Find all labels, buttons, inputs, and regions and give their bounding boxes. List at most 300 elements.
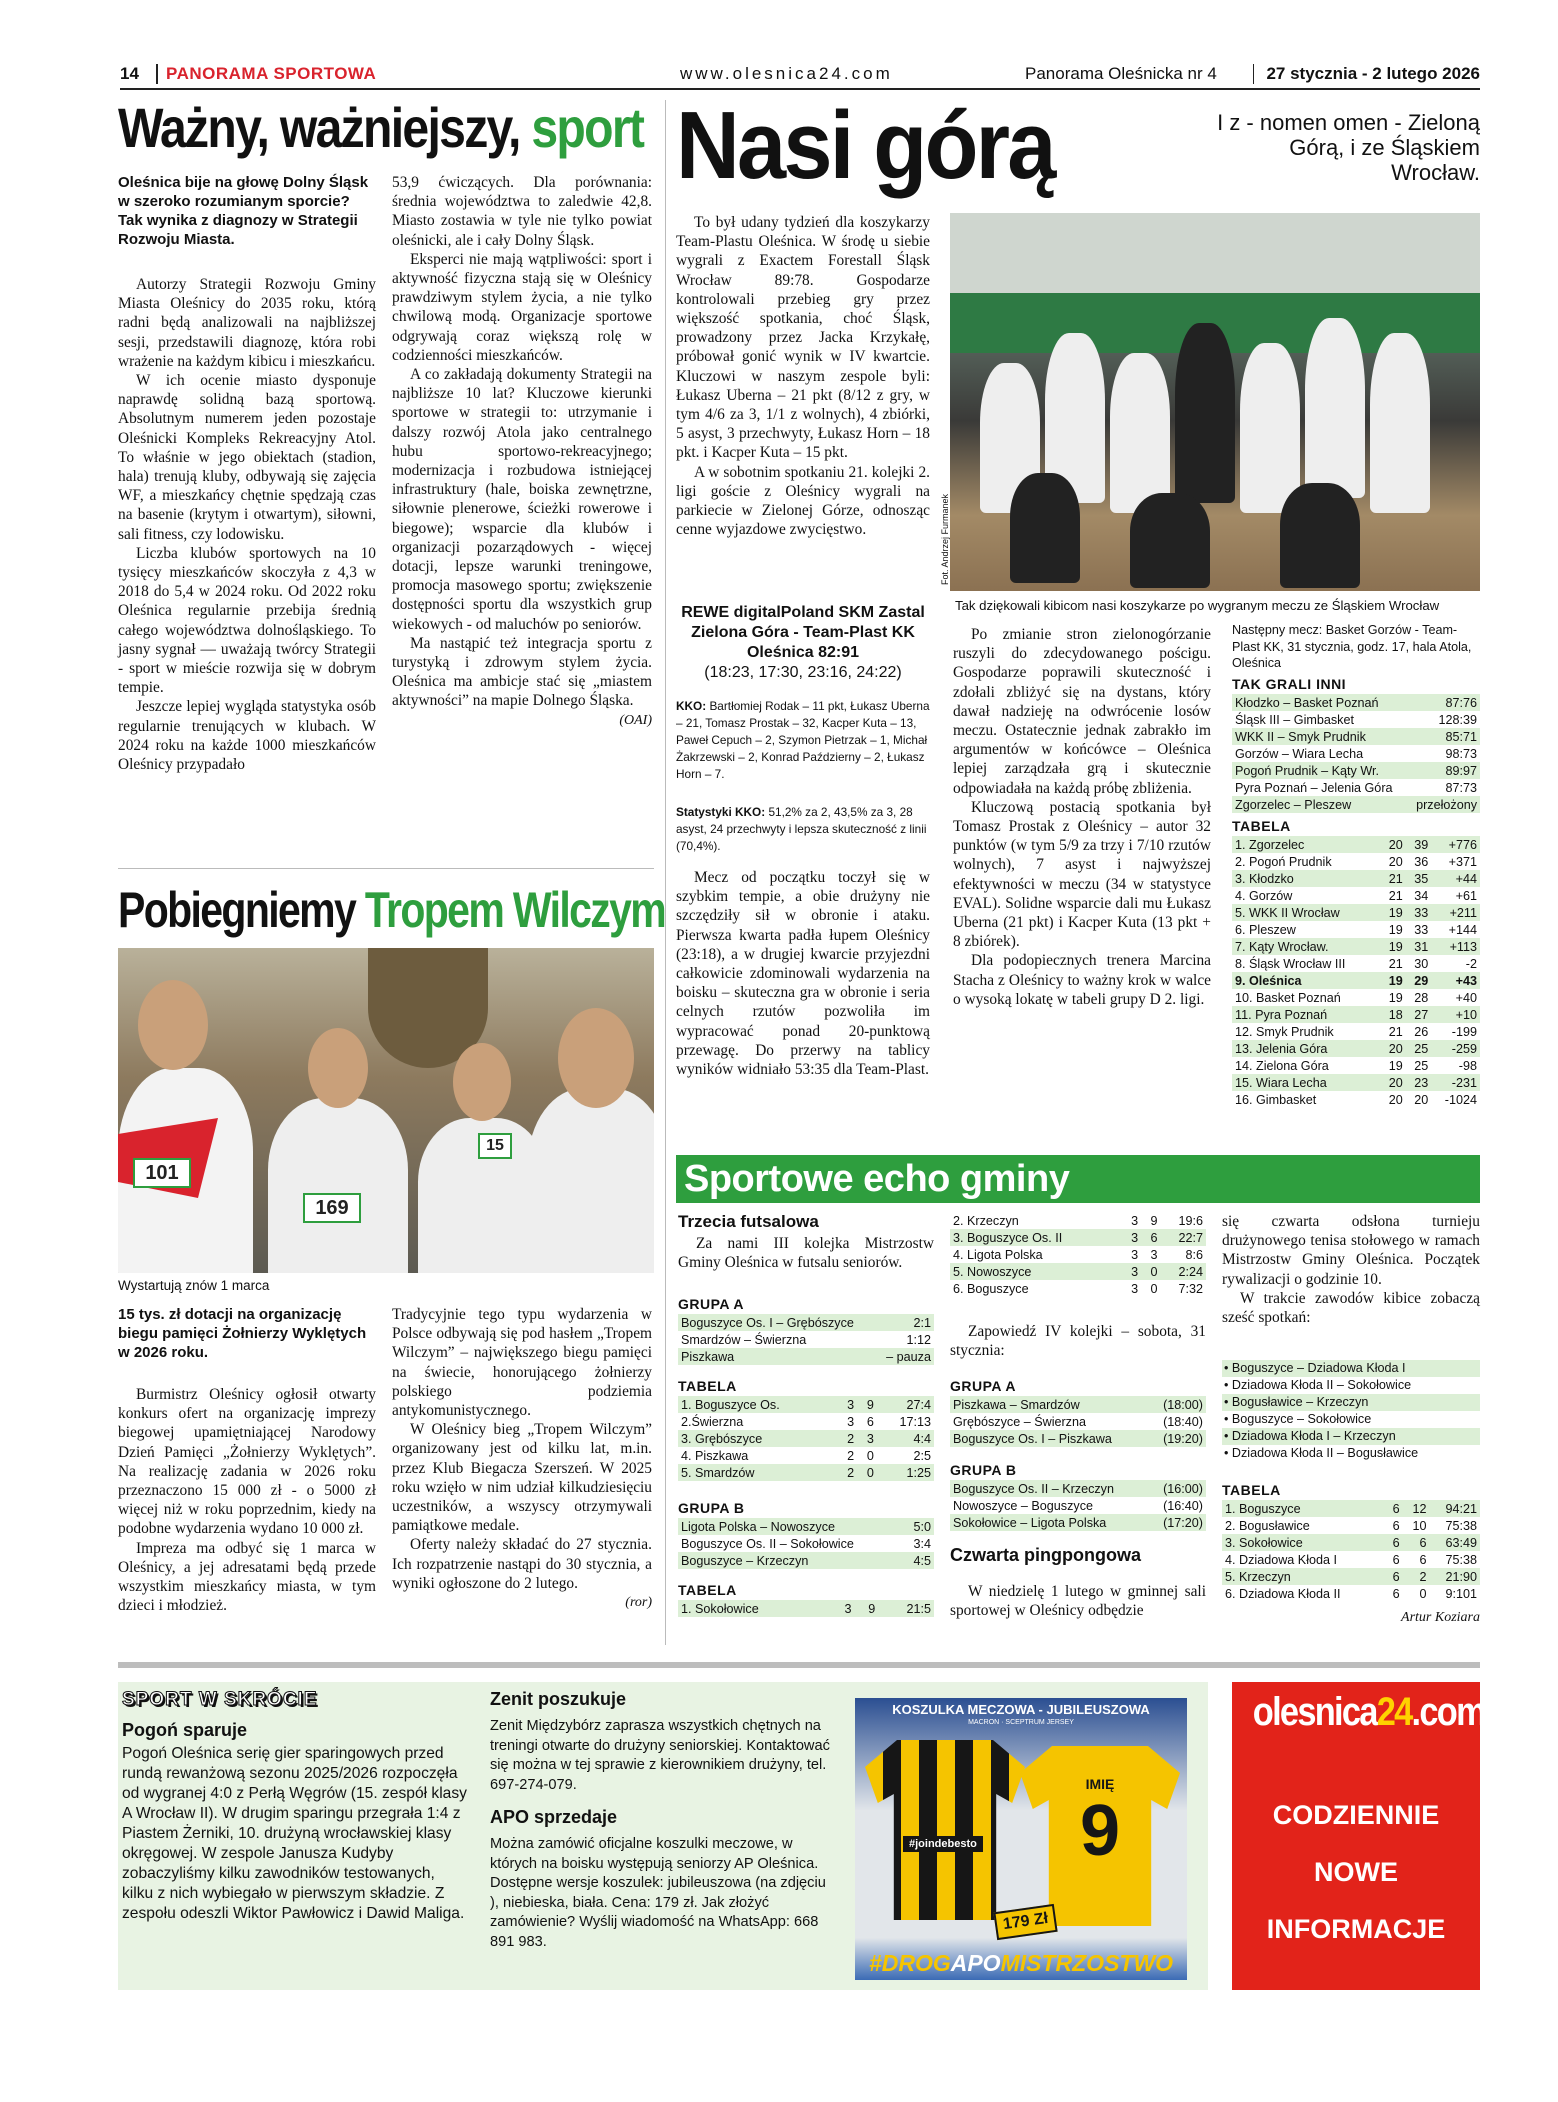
article-sport-title [118, 96, 644, 159]
table-cell: 4. Dziadowa Kłoda I [1225, 1552, 1338, 1567]
table-row [678, 1464, 934, 1481]
table-cell: +43 [1431, 972, 1480, 989]
table-cell: +44 [1431, 870, 1480, 887]
next-group-b [950, 1480, 1206, 1531]
table-cell: Boguszyce Os. II – Krzeczyn [950, 1480, 1151, 1497]
paragraph: Burmistrz Oleśnicy ogłosił otwarty konkurs ofert na organizację imprezy biegowej upamiętniającej Narodowy Dzień Pamięci „Żołnierzy Wyklętych”. Na realizację zadania w 2026 roku przeznaczono 15 000 zł - o 5000 zł więcej niż w roku poprzednim, kiedy na podobne wydarzenia wydano 10 000 zł. [118, 1386, 376, 1538]
table-cell: 2:1 [877, 1314, 934, 1331]
table-row [1232, 762, 1480, 779]
table-cell: 21 [1380, 870, 1406, 887]
table-cell: 23 [1406, 1074, 1432, 1091]
slogan-part: #DROG [868, 1950, 951, 1976]
table-cell: 6. Dziadowa Kłoda II [1225, 1586, 1341, 1601]
table-cell: 39 [1406, 836, 1432, 853]
paragraph: Mecz od początku toczył się w szybkim tempie, a obie drużyny nie szczędziły sił w obronie i ataku. Pierwsza kwarta padła łupem Oleśnicy (23:18), a w drugiej kwarcie przyjezdni całkowicie zdominowali wydarzenia na boisku – skuteczna gra w obronie i seria celnych rzutów pozwoliła im wypracować ponad 20-punktową przewagę. Do przerwy na tablicy wyników widniało 53:35 dla Team-Plast. [676, 869, 930, 1079]
table-cell: 33 [1414, 922, 1429, 937]
logo-part: .com [1411, 1690, 1485, 1734]
table-cell: Nowoszyce – Boguszyce [953, 1498, 1093, 1513]
pingpong-matches [1222, 1360, 1480, 1462]
paragraph: W trakcie zawodów kibice zobaczą sześć spotkań: [1222, 1289, 1480, 1327]
table-cell: 4. Ligota Polska [953, 1247, 1043, 1262]
table-cell: Piszkawa – Smardzów [950, 1396, 1150, 1413]
paragraph: A co zakładają dokumenty Strategii na najbliższe 10 lat? Kluczowe kierunki sportowe w strategii to: utrzymanie i dalszy rozwój Atola jako centralnego hubu sportowo-rekreacyjnego; modernizacja i rozbudowa istniejącej infrastruktury (hale, boiska zewnętrzne, siłownie plenerowe, ścieżki rowerowe i biegowe); wsparcie dla klubów i organizacji pozarządowych - więcej dotacji, lepsze warunki treningowe, promocja masowego sportu; zwiększenie dostępności sportu dla wszystkich grup wiekowych - od maluchów po seniorów. [392, 366, 652, 633]
table-cell: 3 [1150, 1247, 1158, 1262]
short-title-3: APO sprzedaje [490, 1807, 618, 1827]
table-cell: 27:4 [877, 1396, 934, 1413]
table-cell: 6 [1419, 1552, 1427, 1567]
paragraph: W niedzielę 1 lutego w gminnej sali sportowej w Oleśnicy odbędzie [950, 1583, 1206, 1620]
table-cell: 87:76 [1408, 694, 1480, 711]
table-cell: 3 [837, 1396, 857, 1413]
table-cell: 1. Zgorzelec [1232, 836, 1380, 853]
table-cell: 94:21 [1430, 1500, 1480, 1517]
next-group-b-title: GRUPA B [950, 1462, 1017, 1478]
table-cell: 2 [847, 1448, 855, 1463]
shirt-number: 9 [1079, 1791, 1121, 1871]
paragraph: Tradycyjnie tego typu wydarzenia w Polsce odbywają się pod hasłem „Tropem Wilczym” – największego biegu pamięci na świecie, honorującego żołnierzy polskiego podziemia antykomunistycznego. [392, 1306, 652, 1420]
table-row [950, 1413, 1206, 1430]
table-cell: -199 [1451, 1024, 1477, 1039]
table-cell: 0 [866, 1448, 874, 1463]
table-row [678, 1447, 934, 1464]
table-row [678, 1518, 934, 1535]
table-cell: 4. Piszkawa [681, 1448, 749, 1463]
table-cell: (16:40) [1163, 1498, 1203, 1513]
table-cell: (17:20) [1151, 1514, 1206, 1531]
list-item: • Boguszyce – Sokołowice [1224, 1412, 1372, 1426]
table-row [1222, 1568, 1480, 1585]
table-a [678, 1396, 934, 1481]
short-title-1: Pogoń sparuje [122, 1720, 248, 1740]
table-row [1232, 1006, 1480, 1023]
table-cell: 5. Krzeczyn [1222, 1568, 1385, 1585]
slogan-part: MISTRZOSTWO [1000, 1950, 1174, 1976]
table-cell: 6. Pleszew [1235, 922, 1296, 937]
table-cell: -1024 [1444, 1092, 1477, 1107]
table-cell: 33 [1406, 904, 1432, 921]
table-cell: Gorzów – Wiara Lecha [1235, 746, 1364, 761]
table-row [950, 1246, 1206, 1263]
short-text-1: Pogoń Oleśnica serię gier sparingowych przed rundą rewanżową sezonu 2025/2026 rozpoczęła od wygranej 4:0 z Perłą Węgrów (15. zespół klasy A Wrocław II). W drugim sparingu przegrała 1:4 z Piastem Żerniki, 10. drużyną wrocławskiej klasy okręgowej. W zespole Janusza Kudyby zobaczyliśmy kilku zawodników testowanych, kilku z nich wybiegało w pierwszym składzie. Z zespołu odeszli Wiktor Pawłowicz i Dawid Maliga. [122, 1745, 467, 1922]
list-item: • Dziadowa Kłoda II – Sokołowice [1224, 1378, 1412, 1392]
article-sport-col2 [392, 173, 652, 730]
table-cell: Pyra Poznań – Jelenia Góra [1235, 780, 1393, 795]
table-cell: 5:0 [904, 1518, 934, 1535]
paragraph: Liczba klubów sportowych na 10 tysięcy mieszkańców skoczyła z 4,3 w 2018 do 5,4 w 2024 roku. Od 2022 roku Oleśnica regularnie przebija średnią całego województwa dolnośląskiego. To jasny sygnał — uważają twórcy Strategii - sport w mieście rozwija się w dobrym tempie. [118, 544, 376, 697]
table-row [678, 1535, 934, 1552]
photo-caption: Tak dziękowali kibicom nasi koszykarze po wygranym meczu ze Śląskiem Wrocław [955, 598, 1440, 613]
table-cell: 3 [1122, 1229, 1141, 1246]
table-b-title: TABELA [678, 1582, 737, 1598]
table-cell: 28 [1414, 990, 1429, 1005]
paragraph: Zapowiedź IV kolejki – sobota, 31 stycznia: [950, 1323, 1206, 1360]
next-round-text [950, 1322, 1206, 1360]
table-row [1232, 728, 1480, 745]
table-cell: 8:6 [1185, 1247, 1203, 1262]
table-cell: 3. Boguszyce Os. II [950, 1229, 1122, 1246]
table-cell: +10 [1431, 1006, 1480, 1023]
table-cell: 19 [1388, 922, 1403, 937]
table-cell: 4:5 [904, 1552, 934, 1569]
table-row [950, 1396, 1206, 1413]
table-cell: 3 [1131, 1247, 1139, 1262]
table-cell: Kłodzko – Basket Poznań [1232, 694, 1408, 711]
table-cell: 17:13 [899, 1414, 931, 1429]
table-row [1222, 1585, 1480, 1602]
table-cell: – pauza [877, 1348, 934, 1365]
table-row [1232, 1023, 1480, 1040]
table-row [678, 1331, 934, 1348]
table-cell: 98:73 [1445, 746, 1477, 761]
article-run-title [118, 882, 666, 938]
table-cell: 19:6 [1178, 1213, 1203, 1228]
table-row [950, 1280, 1206, 1297]
shirt-front-icon [865, 1740, 1025, 1920]
signature: (OAI) [619, 712, 652, 728]
shirt-ad-sub: MACRON · SCEPTRUM JERSEY [968, 1719, 1074, 1726]
table-cell: +776 [1431, 836, 1480, 853]
table-cell: -2 [1465, 956, 1477, 971]
table-cell: 8. Śląsk Wrocław III [1235, 956, 1346, 971]
table-row [950, 1212, 1206, 1229]
paragraph: W ich ocenie miasto dysponuje naprawdę solidną bazą sportową. Absolutnym numerem jeden pozostaje Oleśnicki Kompleks Rekreacyjny Atol. To właśnie w jego obiektach (stadion, hala) trenują kluby, odbywają się zajęcia WF, a mieszkańcy chętnie spędzają czas na basenie (krytym i otwartym), siłowni, sali fitness, czy lodowisku. [118, 372, 376, 543]
group-b-results [678, 1518, 934, 1569]
table-cell: 2.Świerzna [681, 1414, 744, 1429]
table-cell: +61 [1455, 888, 1477, 903]
short-text-2: Zenit Międzybórz zaprasza wszystkich chętnych na treningi otwarte do drużyny seniorskiej. Kontaktować się można w tej sprawie z kierownikiem drużyny, tel. 697-274-079. [490, 1718, 830, 1793]
table-cell: +113 [1431, 938, 1480, 955]
table-cell: 0 [1150, 1281, 1158, 1296]
table-cell: 6 [1392, 1518, 1400, 1533]
photo-credit: Fot. Andrzej Furmanek [940, 493, 950, 585]
list-item: • Dziadowa Kłoda I – Krzeczyn [1222, 1428, 1480, 1445]
table-cell: 3 [1122, 1263, 1141, 1280]
bib-number: 169 [303, 1193, 361, 1223]
table-cell: 6 [1141, 1229, 1160, 1246]
paragraph: A w sobotnim spotkaniu 21. kolejki 2. ligi goście z Oleśnicy wygrali na parkiecie w Zielonej Górze, odnosząc cenne wyjazdowe zwycięstwo. [676, 463, 930, 539]
table-cell: 25 [1414, 1058, 1429, 1073]
table-cell: 35 [1406, 870, 1432, 887]
table-cell: 4:4 [877, 1430, 934, 1447]
site-url[interactable]: www.olesnica24.com [680, 64, 893, 83]
issue-number: Panorama Oleśnicka nr 4 [1025, 64, 1217, 83]
table-cell: 18 [1380, 1006, 1406, 1023]
table-cell: 3 [857, 1430, 877, 1447]
basketball-photo [950, 213, 1480, 591]
pingpong-table-title: TABELA [1222, 1482, 1281, 1498]
table-cell: 3. Grębószyce [678, 1430, 837, 1447]
table-cell: 3 [831, 1600, 855, 1617]
table-cell: (16:00) [1151, 1480, 1206, 1497]
next-match: Następny mecz: Basket Gorzów - Team-Plast KK, 31 stycznia, godz. 17, hala Atola, Oleśnica [1232, 623, 1472, 670]
table-row [1232, 938, 1480, 955]
futsal-intro [678, 1234, 934, 1272]
table-cell: 5. WKK II Wrocław [1232, 904, 1380, 921]
article-sport-col1 [118, 275, 376, 774]
kko-stats [676, 804, 930, 855]
paragraph: Ma nastąpić też integracja sportu z turystyką i zdrowym stylem życia. Oleśnica ma ambicje stać się „miastem aktywności” na mapie Dolnego Śląska. [392, 634, 652, 710]
table-cell: 5. Nowoszyce [950, 1263, 1122, 1280]
table-cell: 29 [1406, 972, 1432, 989]
paragraph: Jeszcze lepiej wygląda statystyka osób regularnie trenujących w klubach. W 2024 roku na każde 1000 mieszkańców Oleśnicy przypadało [118, 698, 376, 774]
shirt-ad-title: KOSZULKA MECZOWA - JUBILEUSZOWA [892, 1702, 1150, 1717]
table-cell: Grębószyce – Świerzna [953, 1414, 1086, 1429]
table-cell: (18:00) [1150, 1396, 1206, 1413]
table-cell: Pogoń Prudnik – Kąty Wr. [1232, 762, 1408, 779]
table-cell: Zgorzelec – Pleszew [1232, 796, 1408, 813]
table-row [950, 1480, 1206, 1497]
article-run-lead: 15 tys. zł dotacji na organizację biegu pamięci Żołnierzy Wyklętych w 2026 roku. [118, 1306, 367, 1361]
table-cell: 87:73 [1445, 780, 1477, 795]
table-cell: 20 [1380, 1040, 1406, 1057]
table-cell: +144 [1448, 922, 1477, 937]
table-row [1232, 972, 1480, 989]
table-cell: 63:49 [1430, 1534, 1480, 1551]
table-cell: Śląsk III – Gimbasket [1235, 712, 1354, 727]
table-cell: 2:24 [1160, 1263, 1206, 1280]
table-cell: 1. Boguszyce Os. [678, 1396, 837, 1413]
article-run-col2 [392, 1305, 652, 1612]
paragraph: Oferty należy składać do 27 stycznia. Ich rozpatrzenie nastąpi do 30 stycznia, a wyniki ogłoszone do 2 lutego. [392, 1536, 652, 1592]
futsal-title: Trzecia futsalowa [678, 1212, 819, 1231]
table-cell: Boguszyce Os. I – Piszkawa [950, 1430, 1150, 1447]
olesnica24-ad[interactable] [1232, 1682, 1485, 1990]
table-cell: 20 [1380, 836, 1406, 853]
echo-section-title: Sportowe echo gminy [676, 1155, 1480, 1203]
table-cell: +211 [1431, 904, 1480, 921]
article-sport-lead: Oleśnica bije na głowę Dolny Śląsk w szeroko rozumianym sporcie? Tak wynika z diagnozy w Strategii Rozwoju Miasta. [118, 174, 369, 248]
list-item: • Boguszyce – Dziadowa Kłoda I [1222, 1360, 1480, 1377]
table-cell: Ligota Polska – Nowoszyce [678, 1518, 904, 1535]
table-cell: 9. Oleśnica [1232, 972, 1380, 989]
table-row [1232, 836, 1480, 853]
shirt-name: IMIĘ [1085, 1776, 1115, 1792]
header-rule [120, 88, 1480, 90]
table-cell: 15. Wiara Lecha [1232, 1074, 1380, 1091]
slogan-part: APO [950, 1950, 1001, 1976]
section-name: PANORAMA SPORTOWA [156, 64, 376, 84]
list-item: • Bogusławice – Krzeczyn [1222, 1394, 1480, 1411]
table-cell: 12. Smyk Prudnik [1235, 1024, 1334, 1039]
table-row [950, 1430, 1206, 1447]
paragraph: Dla podopiecznych trenera Marcina Stacha z Oleśnicy to ważny krok w walce o wysoką lokatę w tabeli grupy D 2. ligi. [953, 952, 1211, 1008]
table-cell: 9 [1150, 1213, 1158, 1228]
paragraph: Autorzy Strategii Rozwoju Gminy Miasta Oleśnicy do 2035 roku, którą radni będą analizowali na najbliższej sesji, przedstawili diagnozę, która robi wrażenie na każdym kibicu i mieszkańcu. [118, 276, 376, 370]
table-row [1232, 694, 1480, 711]
table-cell: -231 [1431, 1074, 1480, 1091]
table-cell: 0 [1419, 1586, 1427, 1601]
table-cell: 3 [1131, 1281, 1139, 1296]
table-cell: 27 [1406, 1006, 1432, 1023]
table-cell: 19 [1380, 972, 1406, 989]
table-cell: 85:71 [1408, 728, 1480, 745]
table-cell: -98 [1458, 1058, 1477, 1073]
page-header [120, 60, 1480, 90]
table-cell: Piszkawa [678, 1348, 877, 1365]
table-cell: 3 [1131, 1213, 1139, 1228]
label: Statystyki KKO: [676, 805, 766, 819]
table-cell: 13. Jelenia Góra [1232, 1040, 1380, 1057]
article-basket-col1 [676, 213, 930, 539]
table-cell: 2. Pogoń Prudnik [1235, 854, 1332, 869]
pingpong-text1 [950, 1582, 1206, 1620]
table-row [678, 1314, 934, 1331]
table-cell: 7:32 [1178, 1281, 1203, 1296]
divider [118, 868, 654, 869]
table-b-continued [950, 1212, 1206, 1297]
table-cell: (19:20) [1150, 1430, 1206, 1447]
table-row [1232, 1074, 1480, 1091]
article-basket-subtitle: I z - nomen omen - Zieloną Górą, i ze Śląskiem Wrocław. [1217, 110, 1480, 185]
table-cell: 25 [1406, 1040, 1432, 1057]
table-cell: 6 [1385, 1500, 1402, 1517]
table-cell: 2 [837, 1464, 857, 1481]
table-b [678, 1600, 934, 1617]
table-cell: 10 [1412, 1518, 1427, 1533]
table-row [1232, 779, 1480, 796]
table-cell: 1:12 [906, 1332, 931, 1347]
table-row [1222, 1517, 1480, 1534]
next-group-a-title: GRUPA A [950, 1378, 1016, 1394]
table-cell: 30 [1414, 956, 1429, 971]
table-row [1232, 904, 1480, 921]
table-row [678, 1413, 934, 1430]
table-cell: 31 [1406, 938, 1432, 955]
paragraph: 53,9 ćwiczących. Dla porównania: średnia województwa to zaledwie 42,8. Miasto zostawia w tyle nie tylko powiat oleśnicki, ale i cały Dolny Śląsk. [392, 174, 652, 249]
table-cell: 34 [1414, 888, 1429, 903]
title-part: Pobiegniemy [118, 882, 365, 938]
shirt-tag: #joindebesto [903, 1836, 983, 1852]
signature: (ror) [625, 1595, 652, 1611]
pingpong-text2 [1222, 1212, 1480, 1327]
paragraph: Eksperci nie mają wątpliwości: sport i aktywność fizyczna stają się w Oleśnicy prawdziwym stylem życia, a nie tylko chwilową modą. Organizacje sportowe odgrywają coraz większą rolę w codzienności mieszkańców. [392, 250, 652, 364]
table-row [1232, 955, 1480, 972]
page-number: 14 [120, 64, 139, 83]
kko-lineup [676, 698, 930, 783]
table-cell: 16. Gimbasket [1235, 1092, 1317, 1107]
shirt-ad[interactable] [855, 1698, 1187, 1980]
bib-number: 15 [478, 1133, 512, 1159]
table-row [1232, 711, 1480, 728]
logo-part: olesnica [1252, 1690, 1377, 1734]
table-row [1232, 1040, 1480, 1057]
table-cell: Boguszyce Os. I – Grębószyce [678, 1314, 877, 1331]
table-a-title: TABELA [678, 1378, 737, 1394]
table-cell: 9:101 [1445, 1586, 1477, 1601]
table-cell: 2 [1403, 1568, 1430, 1585]
paragraph: Kluczową postacią spotkania był Tomasz Prostak z Oleśnicy – autor 32 punktów (w tym 5/9 za trzy i 7/10 rzutów wolnych), 7 asyst i najwyższej efektywności w meczu (34 w statystyce EVAL). Solidne wsparcie dali mu Łukasz Uberna (21 pkt) i Kacper Kuta (13 pkt + 8 zbiórek). [953, 798, 1211, 951]
table-cell: 11. Pyra Poznań [1232, 1006, 1380, 1023]
olesnica24-logo [1252, 1690, 1485, 1735]
table-cell: Smardzów – Świerzna [681, 1332, 807, 1347]
table-row [678, 1430, 934, 1447]
table-row [1222, 1500, 1480, 1517]
table-cell: 1. Sokołowice [678, 1600, 831, 1617]
table-cell: 6 [1385, 1534, 1402, 1551]
table-cell: 10. Basket Poznań [1235, 990, 1341, 1005]
table-cell: 20 [1380, 1074, 1406, 1091]
bib-number: 101 [133, 1158, 191, 1188]
table-cell: (18:40) [1163, 1414, 1203, 1429]
table-cell: 21 [1388, 1024, 1403, 1039]
table-row [950, 1514, 1206, 1531]
table-cell: Boguszyce Os. II – Sokołowice [681, 1536, 854, 1551]
table-cell: 4. Gorzów [1235, 888, 1293, 903]
table-cell: 14. Zielona Góra [1235, 1058, 1329, 1073]
table-cell: 19 [1388, 1058, 1403, 1073]
group-b-title: GRUPA B [678, 1500, 745, 1516]
table-row [1232, 989, 1480, 1006]
paragraph: się czwarta odsłona turnieju drużynowego tenisa stołowego w ramach Mistrzostw Gminy Oleśnica. Początek rywalizacji o godzinie 10. [1222, 1213, 1480, 1288]
others-title: TAK GRALI INNI [1232, 676, 1347, 692]
table-row [1232, 853, 1480, 870]
shirt-price: 179 Zł [993, 1904, 1058, 1940]
result-quarters: (18:23, 17:30, 23:16, 24:22) [704, 664, 902, 681]
table-row [1222, 1551, 1480, 1568]
run-photo [118, 948, 654, 1273]
table-cell: 19 [1388, 990, 1403, 1005]
table-cell: 21 [1388, 956, 1403, 971]
table-row [1232, 1091, 1480, 1108]
table-row [678, 1348, 934, 1365]
paragraph: Za nami III kolejka Mistrzostw Gminy Oleśnica w futsalu seniorów. [678, 1235, 934, 1272]
ad-line-1: CODZIENNIE [1272, 1800, 1440, 1830]
logo-part: 24 [1376, 1690, 1412, 1734]
table-cell: 21 [1388, 888, 1403, 903]
table-cell: 20 [1388, 1092, 1403, 1107]
stats-text: 51,2% za 2, 43,5% za 3, 28 asyst, 24 przechwyty i lepsza skuteczność z linii (70,4%). [676, 805, 927, 853]
short-news-header: SPORT W SKRÓCIE [122, 1689, 318, 1710]
table-cell: 3. Sokołowice [1222, 1534, 1385, 1551]
league-table [1232, 836, 1480, 1108]
table-cell: 2:5 [913, 1448, 931, 1463]
table-cell: 6. Boguszyce [953, 1281, 1029, 1296]
table-cell: 20 [1388, 854, 1403, 869]
list-item: • Dziadowa Kłoda II – Bogusławice [1224, 1446, 1419, 1460]
table-row [950, 1263, 1206, 1280]
table-row [678, 1552, 934, 1569]
table-row [678, 1600, 934, 1617]
paragraph: Po zmianie stron zielonogórzanie ruszyli do zdecydowanego pościgu. Gospodarze poprawili skuteczność i zdołali zbliżyć się na dystans, który dawał nadzieję na odwrócenie losów meczu. Ostatecznie jednak zabrakło im argumentów w końcówce – Oleśnica lepiej zarządzała grą i skutecznie odpowiadała na każdą próbę zbliżenia. [953, 626, 1211, 797]
table-cell: 0 [1141, 1263, 1160, 1280]
title-accent: sport [531, 96, 644, 159]
short-text-3: Można zamówić oficjalne koszulki meczowe, w których na boisku występują seniorzy AP Oleśnica. Dostępne wersje koszulek: jubileuszowa (na zdjęciu ), niebieska, biała. Cena: 179 zł. Jak złożyć zamówienie? Wyślij wiadomość na WhatsApp: 668 891 983. [490, 1836, 826, 1950]
title-accent: Tropem Wilczym [364, 882, 666, 938]
column-divider [665, 100, 666, 1645]
signature: Artur Koziara [1401, 1610, 1480, 1625]
table-cell: 6 [1385, 1568, 1402, 1585]
table-row [1232, 1057, 1480, 1074]
article-basket-title: Nasi górą [676, 92, 1054, 199]
pingpong-title: Czwarta pingpongowa [950, 1545, 1141, 1565]
table-cell: 2. Krzeczyn [953, 1213, 1019, 1228]
ad-line-3: INFORMACJE [1266, 1914, 1446, 1944]
table-row [1232, 870, 1480, 887]
league-table-title: TABELA [1232, 818, 1291, 834]
issue-date: 27 stycznia - 2 lutego 2026 [1253, 64, 1480, 84]
table-cell: 1:25 [877, 1464, 934, 1481]
table-cell: 3:4 [913, 1536, 931, 1551]
article-run-col1 [118, 1385, 376, 1615]
table-cell: Boguszyce – Krzeczyn [678, 1552, 904, 1569]
table-row [1232, 745, 1480, 762]
title-part: Ważny, ważniejszy, [118, 96, 532, 159]
table-row [1232, 887, 1480, 904]
photo-caption: Wystartują znów 1 marca [118, 1278, 270, 1293]
table-cell: 6 [1392, 1586, 1400, 1601]
table-cell: 3 [847, 1414, 855, 1429]
others-results-table [1232, 694, 1480, 813]
